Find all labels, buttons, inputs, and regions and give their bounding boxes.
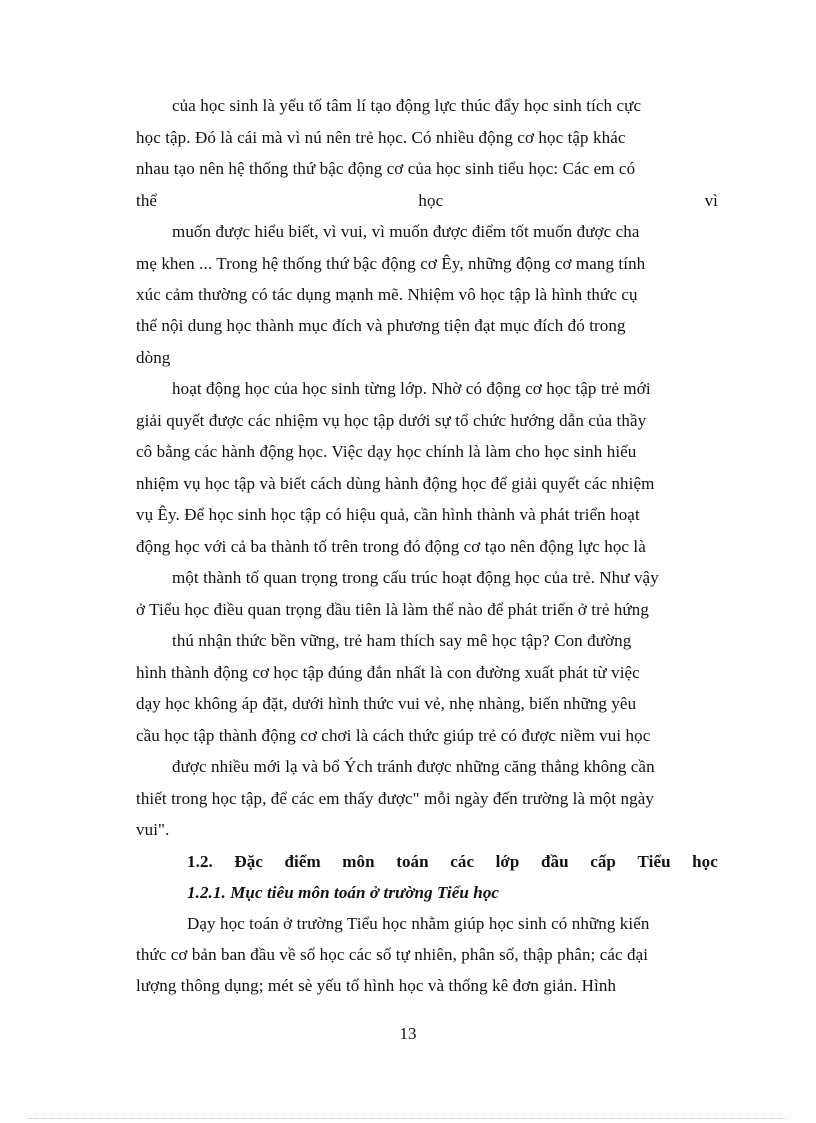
text-line: được nhiều mới lạ và bổ Ých tránh được những căng thẳng không cần <box>172 757 655 776</box>
text-line: vui". <box>136 820 170 839</box>
text-line: thú nhận thức bền vững, trẻ ham thích say mê học tập? Con đường <box>172 631 632 650</box>
text-line: cầu học tập thành động cơ chơi là cách thức giúp trẻ có được niềm vui học <box>136 726 651 745</box>
text-line: thể nội dung học thành mục đích và phương tiện đạt mục đích đó trong <box>136 316 626 335</box>
text-line: muốn được hiểu biết, vì vui, vì muốn được điểm tốt muốn được cha <box>172 222 640 241</box>
text-line: ở Tiểu học điều quan trọng đầu tiên là làm thế nào để phát triển ở trẻ hứng <box>136 600 649 619</box>
text-line: của học sinh là yếu tố tâm lí tạo động lực thúc đẩy học sinh tích cực <box>172 96 642 115</box>
text-line: Dạy học toán ở trường Tiểu học nhằm giúp học sinh có những kiến <box>187 914 650 933</box>
text-line: giải quyết được các nhiệm vụ học tập dưới sự tổ chức hướng dẫn của thầy <box>136 411 647 430</box>
text-line: nhau tạo nên hệ thống thứ bậc động cơ của học sinh tiểu học: Các em có <box>136 159 636 178</box>
footer-divider <box>28 1118 788 1119</box>
text-line-spread: thể học vì <box>136 191 718 210</box>
text-line: dạy học không áp đặt, dưới hình thức vui vẻ, nhẹ nhàng, biến những yêu <box>136 694 637 713</box>
text-line: động học với cả ba thành tố trên trong đó động cơ tạo nên động lực học là <box>136 537 646 556</box>
text-line: mẹ khen ... Trong hệ thống thứ bậc động cơ Êy, những động cơ mang tính <box>136 254 646 273</box>
text-line: lượng thông dụng; mét sè yếu tố hình học và thống kê đơn giản. Hình <box>136 976 617 995</box>
text-line: dòng <box>136 348 171 367</box>
text-line: hoạt động học của học sinh từng lớp. Nhờ có động cơ học tập trẻ mới <box>172 379 651 398</box>
page-number: 13 <box>399 1024 417 1043</box>
text-line: nhiệm vụ học tập và biết cách dùng hành động học để giải quyết các nhiệm <box>136 474 655 493</box>
subsection-heading: 1.2.1. Mục tiêu môn toán ở trường Tiểu học <box>187 883 500 902</box>
text-line: thiết trong học tập, để các em thấy được" mỗi ngày đến trường là một ngày <box>136 789 655 808</box>
text-line: thức cơ bản ban đầu về số học các số tự nhiên, phân số, thập phân; các đại <box>136 945 649 964</box>
text-line: vụ Êy. Để học sinh học tập có hiệu quả, cần hình thành và phát triển hoạt <box>136 505 640 524</box>
text-line: một thành tố quan trọng trong cấu trúc hoạt động học của trẻ. Như vậy <box>172 568 659 587</box>
text-line: học tập. Đó là cái mà vì nú nên trẻ học. Có nhiều động cơ học tập khác <box>136 128 626 147</box>
text-line: hình thành động cơ học tập đúng đắn nhất là con đường xuất phát từ việc <box>136 663 640 682</box>
text-line: xúc cảm thường có tác dụng mạnh mẽ. Nhiệm vô học tập là hình thức cụ <box>136 285 638 304</box>
text-line: cô bằng các hành động học. Việc dạy học chính là làm cho học sinh hiểu <box>136 442 637 461</box>
section-heading: 1.2. Đặc điểm môn toán các lớp đầu cấp Tiểu học <box>187 852 718 871</box>
